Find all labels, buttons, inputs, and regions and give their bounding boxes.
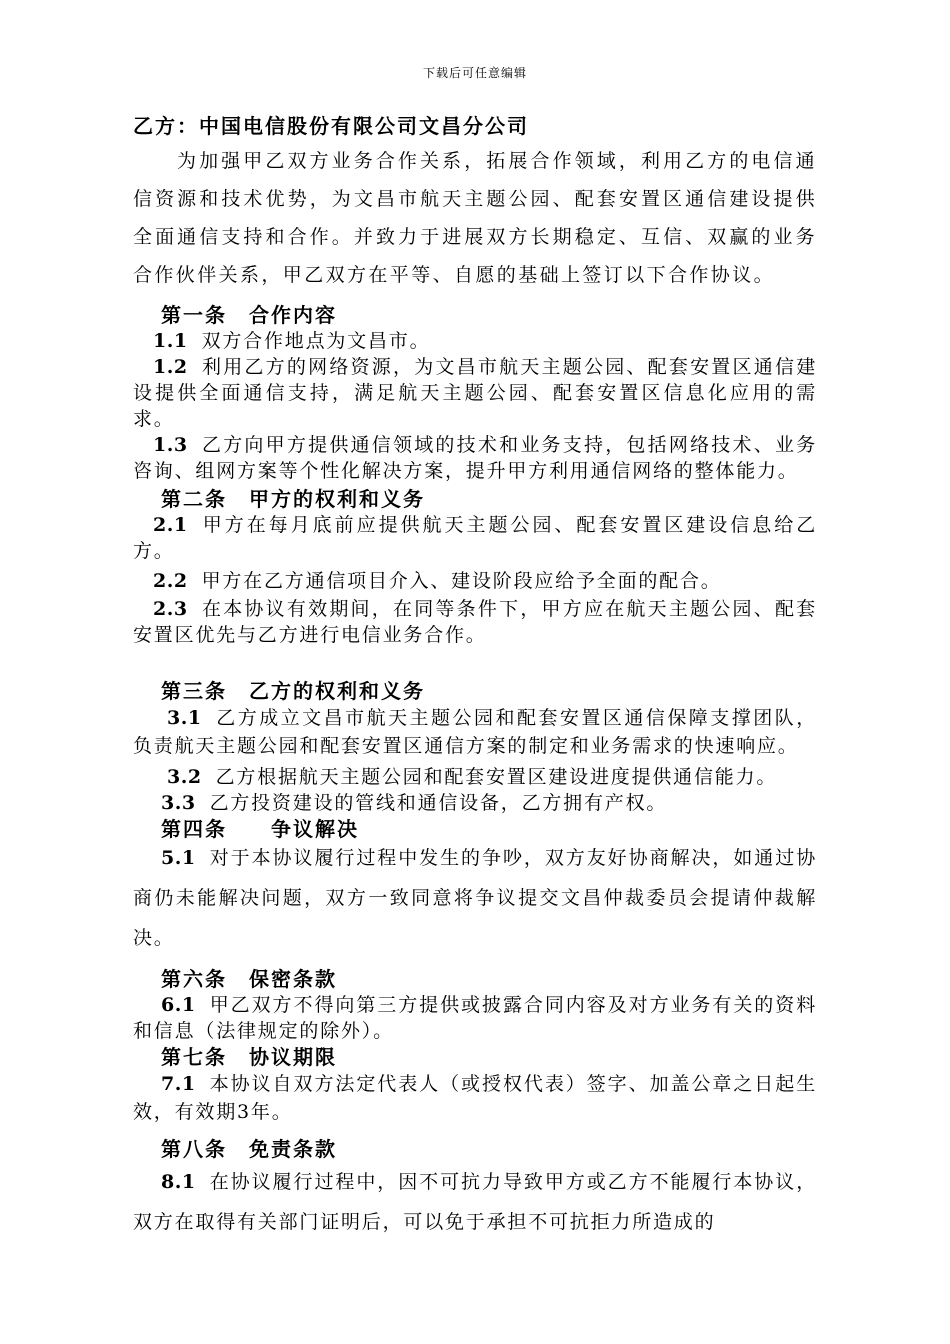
clause-1-1: [133, 328, 817, 354]
clause-number: 1.1: [153, 330, 188, 352]
clause-number: 1.2: [153, 356, 188, 378]
party-b-line: 乙方：中国电信股份有限公司文昌分公司: [133, 114, 529, 138]
agreement-body: [133, 110, 817, 1242]
clause-text: 乙方向甲方提供通信领域的技术和业务支持，包括网络技术、业务咨询、组网方案等个性化解决方案，提升甲方利用通信网络的整体能力。: [133, 434, 817, 482]
clause-number: 6.1: [161, 994, 196, 1016]
clause-2-1: [133, 512, 817, 564]
clause-text: 乙方成立文昌市航天主题公园和配套安置区通信保障支撑团队，负责航天主题公园和配套安置区通信方案的制定和业务需求的快速响应。: [133, 707, 817, 757]
clause-number: 2.1: [153, 514, 188, 536]
clause-3-3: [133, 790, 817, 816]
clause-1-3: [133, 432, 817, 484]
section-6-heading: 第六条 保密条款: [161, 967, 337, 991]
clause-number: 3.3: [161, 792, 196, 814]
clause-6-1: [133, 992, 817, 1044]
clause-number: 2.3: [153, 598, 188, 620]
intro-paragraph: 为加强甲乙双方业务合作关系，拓展合作领域，利用乙方的电信通信资源和技术优势，为文昌市航天主题公园、配套安置区通信建设提供全面通信支持和合作。并致力于进展双方长期稳定、互信、双赢的业务合作伙伴关系，甲乙双方在平等、自愿的基础上签订以下合作协议。: [133, 150, 817, 286]
section-1-heading: 第一条 合作内容: [161, 303, 337, 327]
clause-text: 乙方投资建设的管线和通信设备，乙方拥有产权。: [209, 792, 668, 814]
clause-number: 3.2: [167, 766, 202, 788]
clause-1-2: [133, 354, 817, 432]
clause-2-3: [133, 596, 817, 648]
clause-text: 对于本协议履行过程中发生的争吵，双方友好协商解决，如通过协商仍未能解决问题，双方一致同意将争议提交文昌仲裁委员会提请仲裁解决。: [133, 847, 817, 949]
clause-number: 2.2: [153, 570, 188, 592]
clause-text: 在本协议有效期间，在同等条件下，甲方应在航天主题公园、配套安置区优先与乙方进行电信业务合作。: [133, 598, 817, 646]
clause-3-1: [133, 704, 817, 760]
clause-text: 在协议履行过程中，因不可抗力导致甲方或乙方不能履行本协议，双方在取得有关部门证明后，可以免于承担不可抗拒力所造成的: [133, 1171, 817, 1233]
clause-text: 乙方根据航天主题公园和配套安置区建设进度提供通信能力。: [215, 766, 778, 788]
section-4-heading: 第四条 争议解决: [161, 817, 359, 841]
clause-text: 甲方在每月底前应提供航天主题公园、配套安置区建设信息给乙方。: [133, 514, 817, 562]
section-7-heading: 第七条 协议期限: [161, 1045, 337, 1069]
clause-text: 本协议自双方法定代表人（或授权代表）签字、加盖公章之日起生效，有效期3年。: [133, 1073, 817, 1123]
section-3-heading: 第三条 乙方的权利和义务: [161, 679, 425, 703]
clause-text: 甲乙双方不得向第三方提供或披露合同内容及对方业务有关的资料和信息（法律规定的除外）。: [133, 994, 817, 1042]
clause-number: 7.1: [161, 1073, 196, 1095]
section-8-heading: 第八条 免责条款: [161, 1137, 337, 1161]
clause-7-1: [133, 1070, 817, 1126]
clause-number: 5.1: [161, 847, 196, 869]
clause-text: 甲方在乙方通信项目介入、建设阶段应给予全面的配合。: [201, 570, 722, 592]
clause-text: 利用乙方的网络资源，为文昌市航天主题公园、配套安置区通信建设提供全面通信支持，满足航天主题公园、配套安置区信息化应用的需求。: [133, 356, 817, 430]
clause-5-1: [133, 838, 817, 958]
clause-number: 3.1: [167, 707, 202, 729]
clause-3-2: [133, 764, 817, 790]
clause-text: 双方合作地点为文昌市。: [201, 330, 431, 352]
clause-number: 8.1: [161, 1171, 196, 1193]
section-2-heading: 第二条 甲方的权利和义务: [161, 487, 425, 511]
clause-number: 1.3: [153, 434, 188, 456]
page-header-note: 下载后可任意编辑: [422, 66, 527, 80]
clause-8-1: [133, 1162, 817, 1242]
clause-2-2: [133, 568, 817, 594]
